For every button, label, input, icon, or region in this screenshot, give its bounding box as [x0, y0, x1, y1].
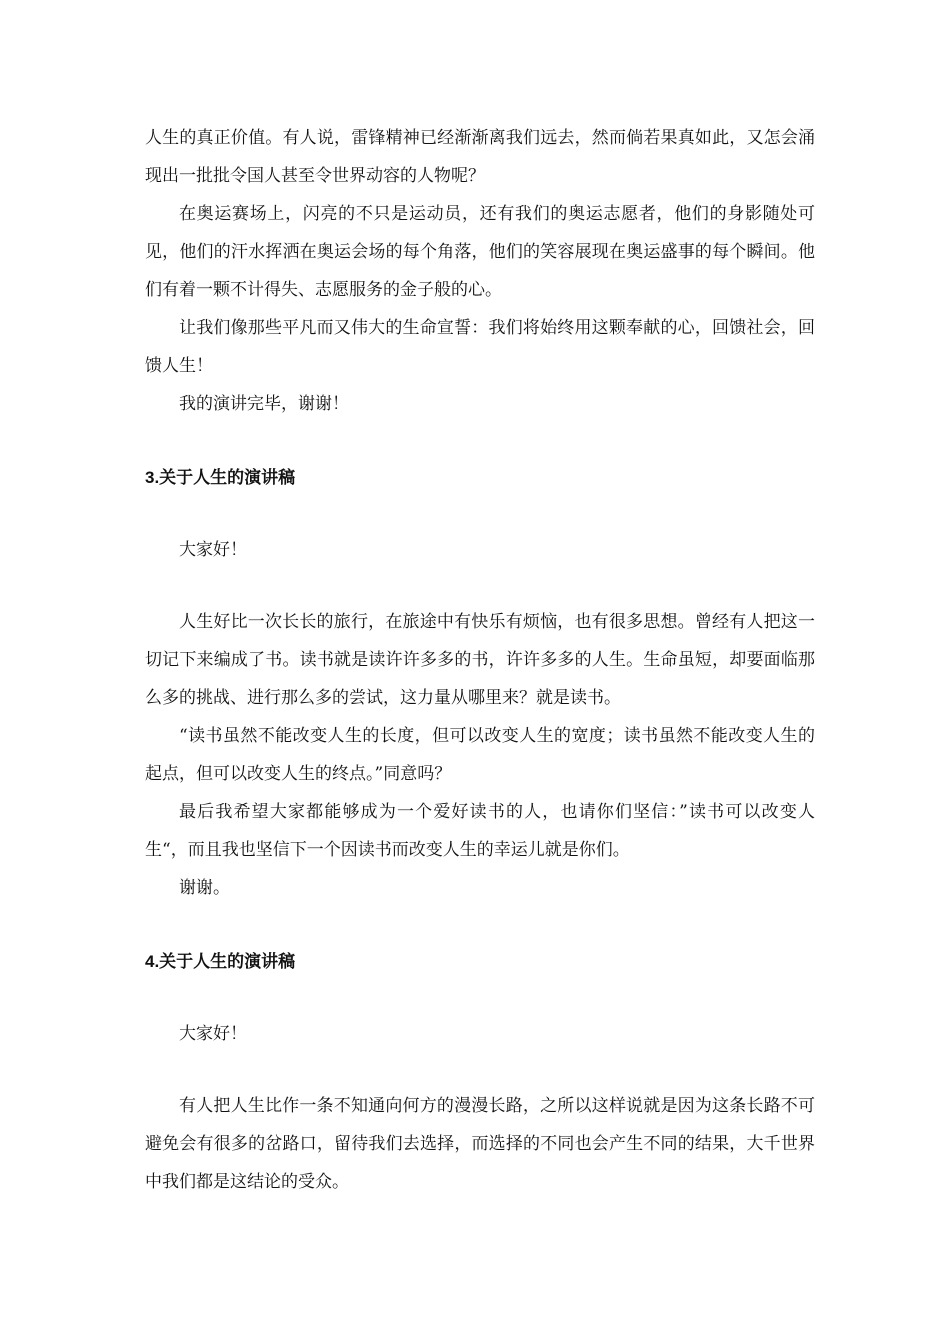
spacer [145, 423, 815, 459]
paragraph: 谢谢。 [179, 878, 230, 898]
greeting: 大家好！ [179, 540, 247, 560]
paragraph: 最后我希望大家都能够成为一个爱好读书的人，也请你们坚信：”读书可以改变人生“，而且我也坚信下一个因读书而改变人生的幸运儿就是你们。 [145, 802, 815, 860]
spacer [145, 981, 815, 1015]
paragraph: “读书虽然不能改变人生的长度，但可以改变人生的宽度；读书虽然不能改变人生的起点，但可以改变人生的终点。”同意吗？ [145, 726, 815, 784]
section-heading: 4.关于人生的演讲稿 [145, 952, 296, 971]
greeting: 大家好！ [179, 1024, 247, 1044]
spacer [145, 569, 815, 603]
paragraph: 有人把人生比作一条不知通向何方的漫漫长路，之所以这样说就是因为这条长路不可避免会有很多的岔路口，留待我们去选择，而选择的不同也会产生不同的结果，大千世界中我们都是这结论的受众。 [145, 1096, 815, 1192]
paragraph: 让我们像那些平凡而又伟大的生命宣誓：我们将始终用这颗奉献的心，回馈社会，回馈人生！ [145, 318, 815, 376]
paragraph: 在奥运赛场上，闪亮的不只是运动员，还有我们的奥运志愿者，他们的身影随处可见，他们的汗水挥洒在奥运会场的每个角落，他们的笑容展现在奥运盛事的每个瞬间。他们有着一颗不计得失、志愿服务的金子般的心。 [145, 204, 815, 300]
paragraph: 人生好比一次长长的旅行，在旅途中有快乐有烦恼，也有很多思想。曾经有人把这一切记下来编成了书。读书就是读许许多多的书，许许多多的人生。生命虽短，却要面临那么多的挑战、进行那么多的尝试，这力量从哪里来？就是读书。 [145, 612, 815, 708]
spacer [145, 1053, 815, 1087]
paragraph: 我的演讲完毕，谢谢！ [179, 394, 349, 414]
spacer [145, 497, 815, 531]
document-page [145, 119, 815, 1201]
section-heading: 3.关于人生的演讲稿 [145, 468, 296, 487]
paragraph: 人生的真正价值。有人说，雷锋精神已经渐渐离我们远去，然而倘若果真如此，又怎会涌现出一批批令国人甚至令世界动容的人物呢？ [145, 128, 815, 186]
spacer [145, 907, 815, 943]
